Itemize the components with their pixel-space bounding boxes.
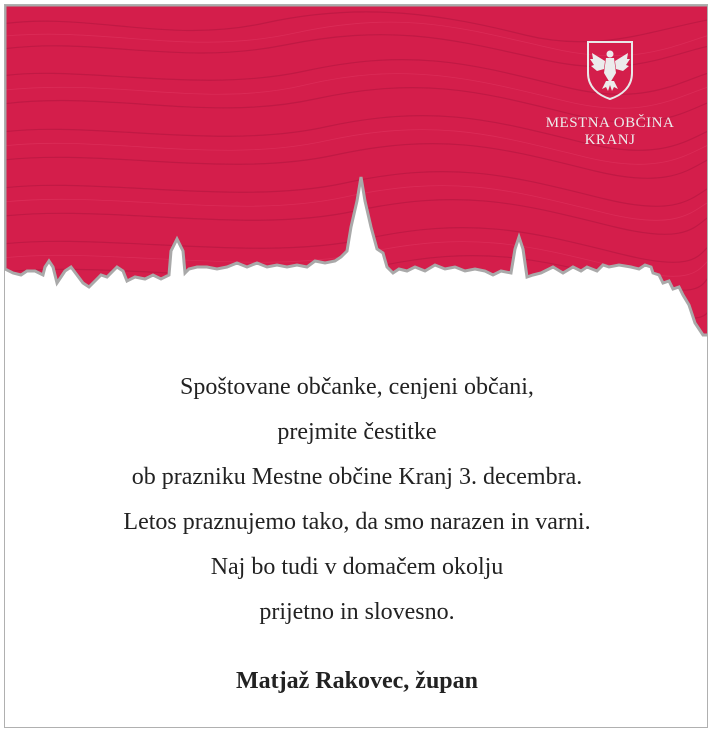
logo-text-line-2: KRANJ: [584, 132, 636, 148]
logo-text-line-1: MESTNA OBČINA: [545, 115, 675, 131]
message-line: prejmite čestitke: [277, 419, 437, 445]
message-line: ob prazniku Mestne občine Kranj 3. decembra.: [131, 464, 583, 490]
message-line: Spoštovane občanke, cenjeni občani,: [180, 374, 534, 400]
message-line: prijetno in slovesno.: [259, 599, 455, 625]
eagle-crest-icon: [584, 39, 636, 101]
signature: Matjaž Rakovec, župan: [236, 668, 478, 694]
message-line: Letos praznujemo tako, da smo narazen in varni.: [123, 509, 591, 535]
municipality-logo: [545, 39, 675, 149]
greeting-message: [5, 365, 708, 635]
message-line: Naj bo tudi v domačem okolju: [210, 554, 504, 580]
greeting-card: [4, 4, 708, 728]
